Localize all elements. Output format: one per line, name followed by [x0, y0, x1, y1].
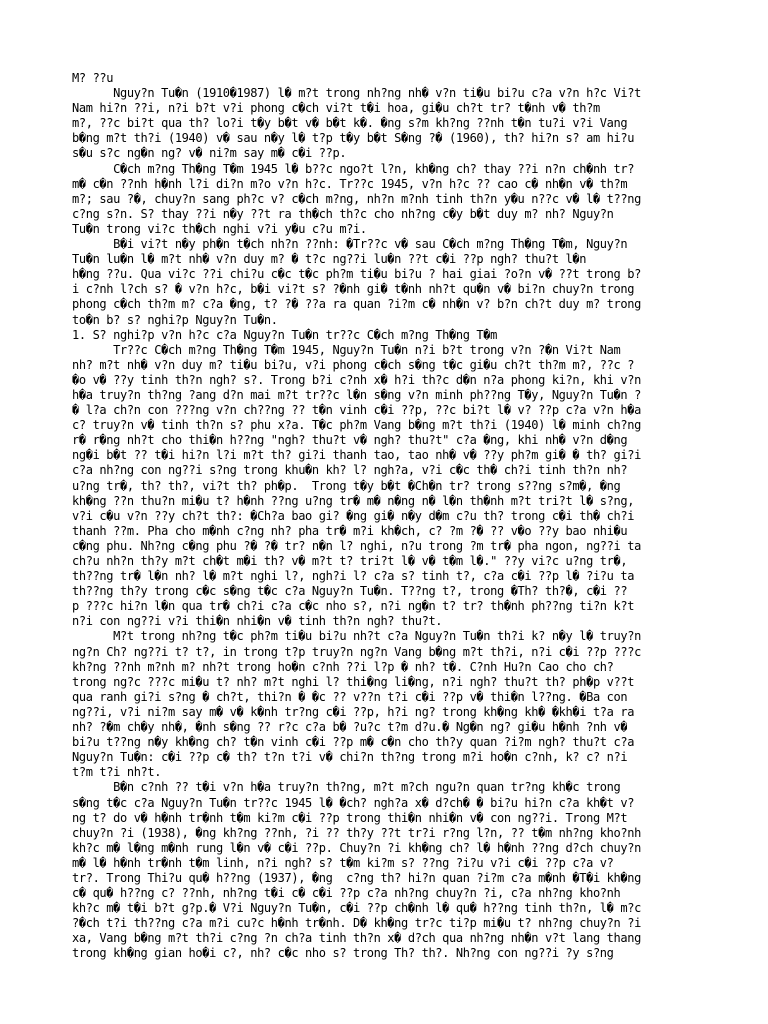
text-line: n?i con ng??i v?i thi�n nhi�n v� tinh th?n ngh? thu?t.	[72, 614, 443, 629]
text-line: trong kh�ng gian ho�i c?, nh? c�c nho s? trong Th? th?. Nh?ng con ng??i ?y s?ng	[72, 946, 614, 961]
text-line: xa, Vang b�ng m?t th?i c?ng ?n ch?a tinh th?n x� d?ch qua nh?ng nh�n v?t lang thang	[72, 931, 641, 946]
text-line: s�ng t�c c?a Nguy?n Tu�n tr??c 1945 l� �ch? ngh?a x� d?ch� � bi?u hi?n c?a kh�t v?	[72, 795, 635, 810]
text-line: Nguy?n Tu�n (1910�1987) l� m?t trong nh?ng nh� v?n ti�u bi?u c?a v?n h?c Vi?t	[72, 86, 641, 101]
text-line: h�a truy?n th?ng ?ang d?n mai m?t tr??c l�n s�ng v?n minh ph??ng T�y, Nguy?n Tu�n ?	[72, 387, 641, 402]
text-line: trong ng?c ???c mi�u t? nh? m?t nghi l? thi�ng li�ng, n?i ngh? thu?t th? ph�p v??t	[72, 674, 635, 689]
text-line: kh�ng ??n thu?n mi�u t? h�nh ??ng u?ng tr� m� n�ng n� l�n th�nh m?t tri?t l� s?ng,	[72, 493, 635, 508]
text-line: to�n b? s? nghi?p Nguy?n Tu�n.	[72, 312, 278, 327]
text-line: c?a nh?ng con ng??i s?ng trong khu�n kh? l? ngh?a, v?i c�c th� ch?i tinh th?n nh?	[72, 463, 628, 478]
text-line: 1. S? nghi?p v?n h?c c?a Nguy?n Tu�n tr??c C�ch m?ng Th�ng T�m	[72, 327, 497, 342]
text-line: C�ch m?ng Th�ng T�m 1945 l� b??c ngo?t l?n, kh�ng ch? thay ??i n?n ch�nh tr?	[72, 161, 635, 176]
text-line: r� r�ng nh?t cho thi�n h??ng "ngh? thu?t v� ngh? thu?t" c?a �ng, khi nh� v?n d�ng	[72, 433, 628, 448]
text-line: phong c�ch th?m m? c?a �ng, t? ?� ??a ra quan ?i?m c� nh�n v? b?n ch?t duy m? trong	[72, 297, 641, 312]
text-line: bi?u t??ng n�y kh�ng ch? t�n vinh c�i ??p m� c�n cho th?y quan ?i?m ngh? thu?t c?a	[72, 735, 635, 750]
text-line: ng t? do v� h�nh tr�nh t�m ki?m c�i ??p trong thi�n nhi�n v� con ng??i. Trong M?t	[72, 810, 628, 825]
text-line: s�u s?c ng�n ng? v� ni?m say m� c�i ??p.	[72, 146, 347, 161]
text-line: �o v� ??y tinh th?n ngh? s?. Trong b?i c?nh x� h?i th?c d�n n?a phong ki?n, khi v?n	[72, 372, 641, 387]
text-line: thanh ??m. Pha cho m�nh c?ng nh? pha tr� m?i kh�ch, c? ?m ?� ?? v�o ??y bao nhi�u	[72, 523, 628, 538]
text-line: M?t trong nh?ng t�c ph?m ti�u bi?u nh?t c?a Nguy?n Tu�n th?i k? n�y l� truy?n	[72, 629, 641, 644]
text-line: v?i c�u v?n ??y ch?t th?: �Ch?a bao gi? �ng gi� n�y d�m c?u th? trong c�i th� ch?i	[72, 508, 635, 523]
text-line: Nam hi?n ??i, n?i b?t v?i phong c�ch vi?t t�i hoa, gi�u ch?t tr? t�nh v� th?m	[72, 101, 600, 116]
text-line: Tu�n trong vi?c th�ch nghi v?i y�u c?u m?i.	[72, 221, 367, 236]
text-line: u?ng tr�, th? th?, vi?t th? ph�p. Trong t�y b�t �Ch�n tr? trong s??ng s?m�, �ng	[72, 478, 621, 493]
text-line: c? truy?n v� tinh th?n s? phu x?a. T�c ph?m Vang b�ng m?t th?i (1940) l� minh ch?ng	[72, 418, 641, 433]
text-line: Nguy?n Tu�n: c�i ??p c� th? t?n t?i v� chi?n th?ng trong m?i ho�n c?nh, k? c? n?i	[72, 750, 628, 765]
text-line: tr?. Trong Thi?u qu� h??ng (1937), �ng c?ng th? hi?n quan ?i?m c?a m�nh �T�i kh�ng	[72, 870, 641, 885]
text-line: c�ng phu. Nh?ng c�ng phu ?� ?� tr? n�n l? nghi, n?u trong ?m tr� pha ngon, ng??i ta	[72, 538, 641, 553]
text-line: c� qu� h??ng c? ??nh, nh?ng t�i c� c�i ??p c?a nh?ng chuy?n ?i, c?a nh?ng kho?nh	[72, 886, 621, 901]
text-line: Tu�n lu�n l� m?t nh� v?n duy m? � t?c ng??i lu�n ??t c�i ??p ngh? thu?t l�n	[72, 252, 587, 267]
text-line: B�i vi?t n�y ph�n t�ch nh?n ??nh: �Tr??c v� sau C�ch m?ng Th�ng T�m, Nguy?n	[72, 237, 628, 252]
text-line: m� l� h�nh tr�nh t�m linh, n?i ngh? s? t�m ki?m s? ??ng ?i?u v?i c�i ??p c?a v?	[72, 855, 614, 870]
text-line: ch?u nh?n th?y m?t ch�t m�i th? v� m?t t? tri?t l� v� t�m l�." ??y vi?c u?ng tr�,	[72, 554, 628, 568]
text-line: i c?nh l?ch s? � v?n h?c, b�i vi?t s? ?�nh gi� t�nh nh?t qu�n v� bi?n chuy?n trong	[72, 282, 635, 297]
text-line: m?; sau ?�, chuy?n sang ph?c v? c�ch m?ng, nh?n m?nh tinh th?n y�u n??c v� l� t??ng	[72, 191, 641, 206]
text-line: m?, ??c bi?t qua th? lo?i t�y b�t v� b�t k�. �ng s?m kh?ng ??nh t�n tu?i v?i Vang	[72, 116, 628, 131]
text-line: th??ng tr� l�n nh? l� m?t nghi l?, ngh?i l? c?a s? tinh t?, c?a c�i ??p l� ?i?u ta	[72, 569, 635, 584]
text-line: chuy?n ?i (1938), �ng kh?ng ??nh, ?i ?? th?y ??t tr?i r?ng l?n, ?? t�m nh?ng kho?nh	[72, 825, 641, 840]
text-line: nh? m?t nh� v?n duy m? ti�u bi?u, v?i phong c�ch s�ng t�c gi�u ch?t th?m m?, ??c ?	[72, 357, 635, 372]
text-line: h�ng ??u. Qua vi?c ??i chi?u c�c t�c ph?m ti�u bi?u ? hai giai ?o?n v� ??t trong b?	[72, 267, 641, 282]
text-line: Tr??c C�ch m?ng Th�ng T�m 1945, Nguy?n Tu�n n?i b?t trong v?n ?�n Vi?t Nam	[72, 342, 621, 357]
text-line: � l?a ch?n con ???ng v?n ch??ng ?? t�n vinh c�i ??p, ??c bi?t l� v? ??p c?a v?n h�a	[72, 403, 641, 418]
text-line: kh?c m� l�ng m�nh rung l�n v� c�i ??p. Chuy?n ?i kh�ng ch? l� h�nh ??ng d?ch chuy?n	[72, 840, 641, 855]
document-page	[72, 71, 702, 962]
text-line: ?�ch t?i th??ng c?a m?i cu?c h�nh tr�nh. D� kh�ng tr?c ti?p mi�u t? nh?ng chuy?n ?i	[72, 916, 641, 931]
text-line: m� c�n ??nh h�nh l?i di?n m?o v?n h?c. Tr??c 1945, v?n h?c ?? cao c� nh�n v� th?m	[72, 176, 628, 191]
text-line: kh?c m� t�i b?t g?p.� V?i Nguy?n Tu�n, c�i ??p ch�nh l� qu� h??ng tinh th?n, l� m?c	[72, 901, 641, 916]
text-line: nh? ?�m ch�y nh�, �nh s�ng ?? r?c c?a b� ?u?c t?m d?u.� Ng�n ng? gi�u h�nh ?nh v�	[72, 720, 628, 735]
text-line: M? ??u	[72, 71, 114, 85]
text-line: t?m t?i nh?t.	[72, 765, 162, 780]
text-line: ng�i b�t ?? t�i hi?n l?i m?t th? gi?i thanh tao, tao nh� v� ??y ph?m gi� � th? gi?i	[72, 448, 641, 463]
text-line: ng??i, v?i ni?m say m� v� k�nh tr?ng c�i ??p, h?i ng? trong kh�ng kh� �kh�i t?a ra	[72, 704, 635, 719]
text-line: b�ng m?t th?i (1940) v� sau n�y l� t?p t�y b�t S�ng ?� (1960), th? hi?n s? am hi?u	[72, 131, 635, 146]
text-line: kh?ng ??nh m?nh m? nh?t trong ho�n c?nh ??i l?p � nh? t�. C?nh Hu?n Cao cho ch?	[72, 659, 614, 674]
text-line: ng?n Ch? ng??i t? t?, in trong t?p truy?n ng?n Vang b�ng m?t th?i, n?i c�i ??p ???c	[72, 644, 641, 659]
text-line: B�n c?nh ?? t�i v?n h�a truy?n th?ng, m?t m?ch ngu?n quan tr?ng kh�c trong	[72, 780, 621, 795]
text-line: th??ng th?y trong c�c s�ng t�c c?a Nguy?n Tu�n. T??ng t?, trong �Th? th?�, c�i ??	[72, 584, 628, 599]
text-line: c?ng s?n. S? thay ??i n�y ??t ra th�ch th?c cho nh?ng c�y b�t duy m? nh? Nguy?n	[72, 206, 614, 221]
text-line: qua ranh gi?i s?ng � ch?t, thi?n � �c ?? v??n t?i c�i ??p v� thi�n l??ng. �Ba con	[72, 689, 628, 704]
text-line: p ???c hi?n l�n qua tr� ch?i c?a c�c nho s?, n?i ng�n t? tr? th�nh ph??ng ti?n k?t	[72, 599, 635, 614]
